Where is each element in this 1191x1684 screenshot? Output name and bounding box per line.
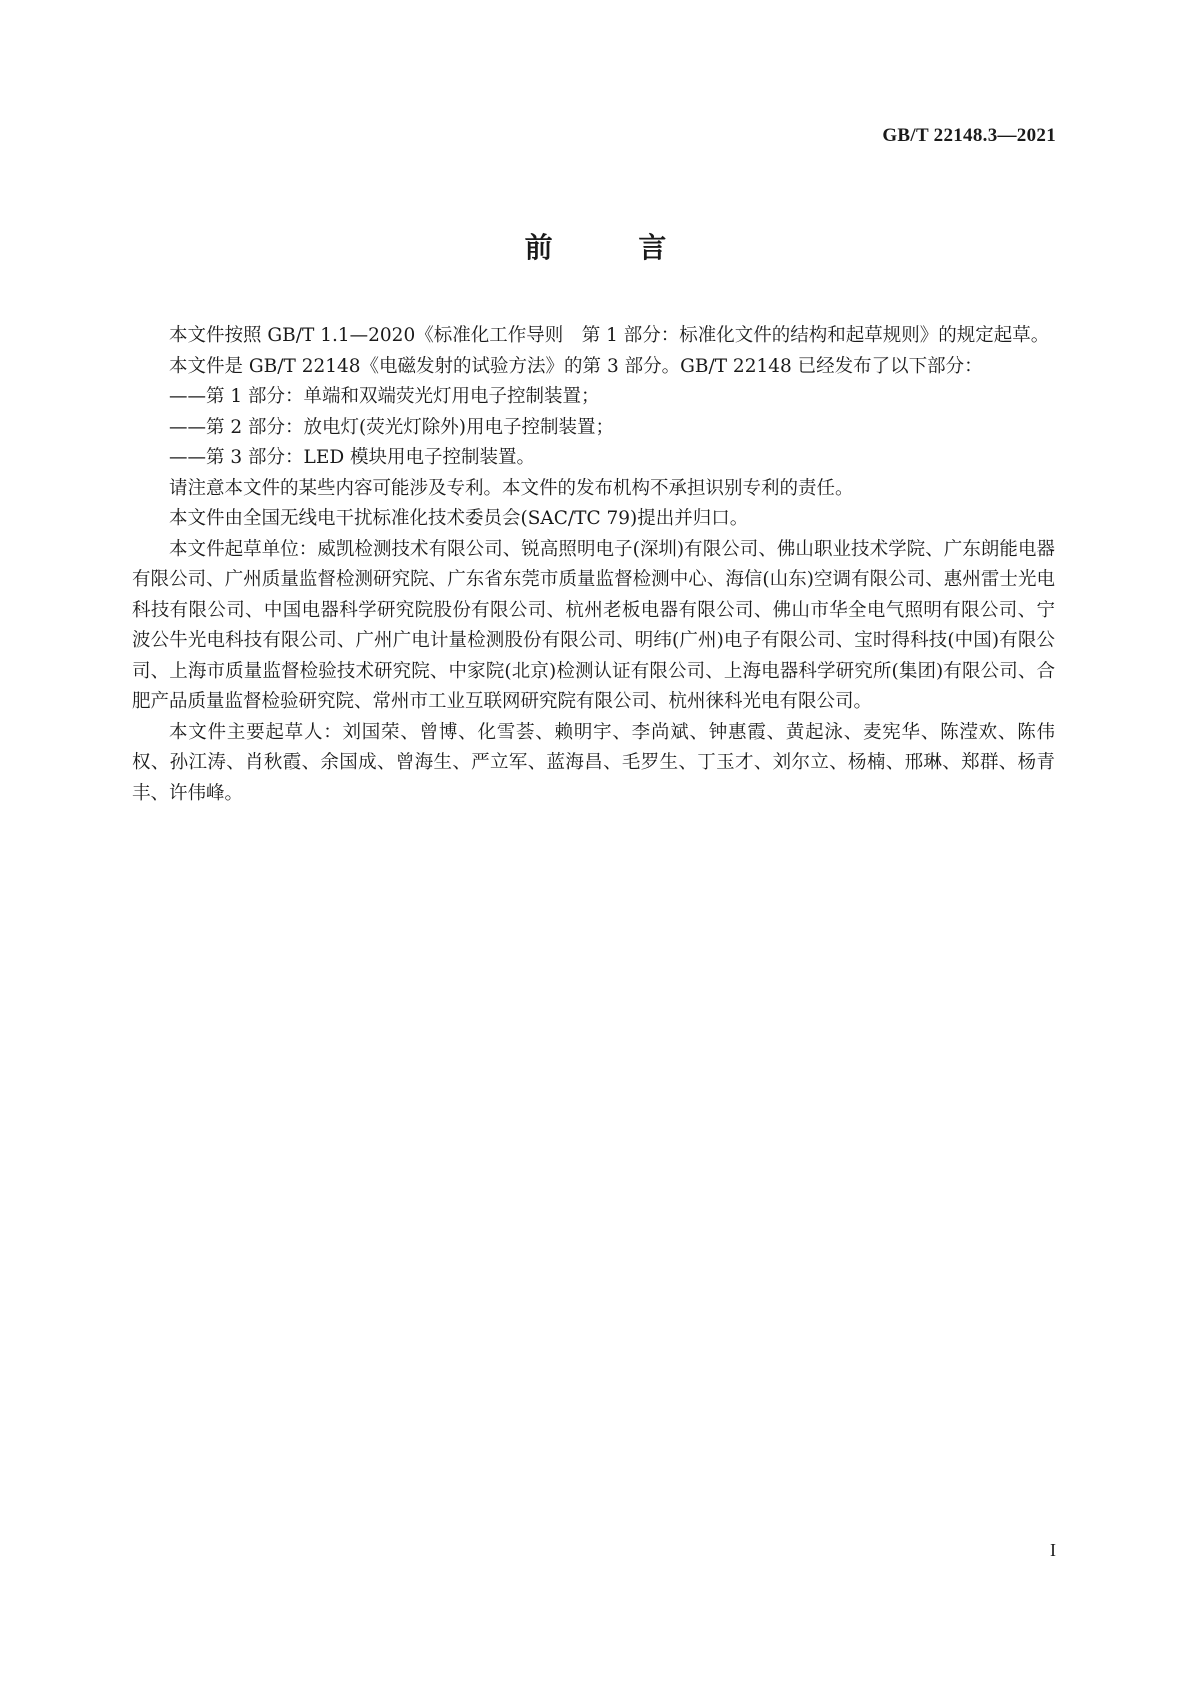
paragraph-drafters: 本文件主要起草人：刘国荣、曾博、化雪荟、赖明宇、李尚斌、钟惠霞、黄起泳、麦宪华、陈滢欢、陈伟权、孙江涛、肖秋霞、余国成、曾海生、严立军、蓝海昌、毛罗生、丁玉才、刘尔立、杨楠、邢琳、郑群、杨青丰、许伟峰。	[132, 721, 1055, 804]
page-title: 前 言	[524, 231, 705, 264]
paragraph-drafting-units: 本文件起草单位：威凯检测技术有限公司、锐高照明电子(深圳)有限公司、佛山职业技术学院、广东朗能电器有限公司、广州质量监督检测研究院、广东省东莞市质量监督检测中心、海信(山东)空调有限公司、惠州雷士光电科技有限公司、中国电器科学研究院股份有限公司、杭州老板电器有限公司、佛山市华全电气照明有限公司、宁波公牛光电科技有限公司、广州广电计量检测股份有限公司、明纬(广州)电子有限公司、宝时得科技(中国)有限公司、上海市质量监督检验技术研究院、中家院(北京)检测认证有限公司、上海电器科学研究所(集团)有限公司、合肥产品质量监督检验研究院、常州市工业互联网研究院有限公司、杭州徕科光电有限公司。	[132, 538, 1055, 712]
paragraph-patent-notice: 请注意本文件的某些内容可能涉及专利。本文件的发布机构不承担识别专利的责任。	[169, 477, 854, 499]
paragraph-parts-intro: 本文件是 GB/T 22148《电磁发射的试验方法》的第 3 部分。GB/T 22148 已经发布了以下部分：	[169, 355, 983, 377]
paragraph-drafting-rules: 本文件按照 GB/T 1.1—2020《标准化工作导则 第 1 部分：标准化文件的结构和起草规则》的规定起草。	[169, 325, 1050, 346]
foreword-body	[132, 321, 1055, 809]
list-item-part-1: ——第 1 部分：单端和双端荧光灯用电子控制装置；	[169, 386, 600, 407]
list-item-part-3: ——第 3 部分：LED 模块用电子控制装置。	[169, 447, 536, 468]
document-code: GB/T 22148.3—2021	[882, 125, 1056, 146]
list-item-part-2: ——第 2 部分：放电灯(荧光灯除外)用电子控制装置；	[169, 416, 614, 438]
page-number: I	[1050, 1540, 1056, 1560]
paragraph-proposer: 本文件由全国无线电干扰标准化技术委员会(SAC/TC 79)提出并归口。	[169, 508, 749, 529]
